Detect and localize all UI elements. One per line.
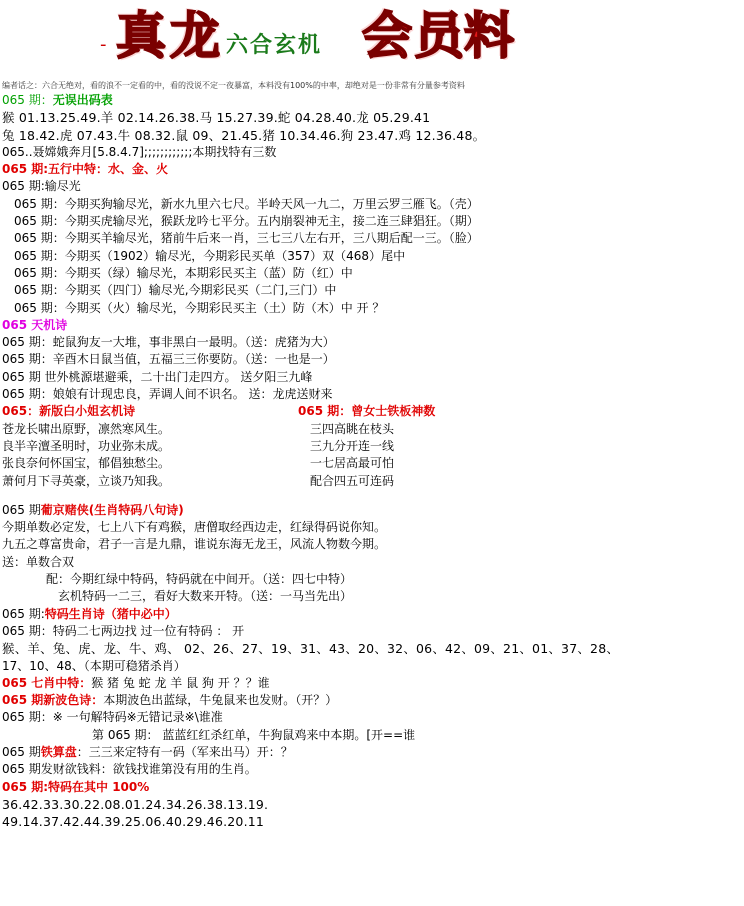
number-row: 猴、羊、兔、虎、龙、牛、鸡、 02、26、27、19、31、43、20、32、06、42、09、21、01、37、28、: [2, 641, 620, 657]
banner-char-liao: 料: [464, 6, 514, 65]
section-title: 065 期:五行中特：水、金、火: [2, 162, 169, 177]
document-body: [2, 80, 742, 830]
number-row: 36.42.33.30.22.08.01.24.34.26.38.13.19.: [2, 796, 269, 812]
text-line: 065 期：蛇鼠狗友一大堆，事非黑白一最明。（送：虎猪为大）: [2, 335, 335, 350]
text-line: 065 期：今期买（绿）输尽光，本期彩民买主（蓝）防（红）中: [14, 265, 353, 280]
text-line: 九五之尊富贵命，君子一言是九鼎，谁说东海无龙王，风流人物数今期。: [2, 537, 387, 552]
text-line: 065 期：今期买（1902）输尽光，今期彩民买单（357）双（468）尾中: [14, 248, 406, 263]
section-title-pair: 065：新版白小姐玄机诗 065 期：曾女士铁板神数: [2, 404, 436, 419]
banner-dash: -: [100, 34, 107, 55]
section-title: 065 期:特码生肖诗（猪中必中）: [2, 606, 177, 621]
poem-row: 萧何月下寻英豪，立谈乃知我。 配合四五可连码: [2, 473, 395, 488]
number-row: 49.14.37.42.44.39.25.06.40.29.46.20.11: [2, 814, 265, 830]
text-line: 065 期发财欲钱料：欲钱找谁第没有用的生肖。: [2, 762, 257, 777]
header-banner: [100, 6, 520, 70]
text-line: 065 期：辛酉木日鼠当值，五福三三你要防。（送：一也是一）: [2, 352, 335, 367]
text-line: 065 期：※ 一句解特码※无错记录※\谁准: [2, 710, 223, 725]
text-line: 065 期：今期买羊输尽光，猪前牛后来一肖，三七三八左右开，三八期后配一三。（脸）: [14, 231, 479, 246]
banner-char-hui: 会: [362, 6, 412, 65]
section-title: 065 天机诗: [2, 317, 68, 332]
text-line: 065 期：今期买（四门）输尽光,今期彩民买（二门,三门）中: [14, 283, 337, 298]
text-line: 065 期 世外桃源堪避乘，二十出门走四方。 送夕阳三九峰: [2, 369, 313, 384]
banner-subtitle: 六合玄机: [226, 32, 323, 58]
text-line: 065 期：今期买虎输尽光，猴跃龙吟七平分。五内崩裂神无主，接二连三肆猖狂。（期）: [14, 214, 479, 229]
zodiac-number-row: 兔 18.42.虎 07.43.牛 08.32.鼠 09、21.45.猪 10.34.46.狗 23.47.鸡 12.36.48。: [2, 127, 486, 143]
text-line: 玄机特码一二三，看好大数来开特。（送：一马当先出）: [58, 589, 353, 604]
text-line: 065 七肖中特：猴 猪 兔 蛇 龙 羊 鼠 狗 开 ？？谁: [2, 675, 270, 690]
text-line: 17、10、48、（本期可稳猪杀肖）: [2, 658, 186, 673]
banner-char-yuan: 员: [414, 6, 464, 65]
poem-row: 良半辛澶圣明时，功业弥未成。 三九分开连一线: [2, 438, 395, 453]
text-line: 065 期铁算盘：三三来定特有一码（军来出马）开：？: [2, 744, 293, 759]
text-line: 065 期：娘娘有计现忠良，弄调人间不识名。 送：龙虎送财来: [2, 387, 333, 402]
text-line: 配：今期红绿中特码，特码就在中间开。（送：四七中特）: [46, 572, 353, 587]
editor-note: 编者话之：六合无绝对，看的浪不一定看的中，看的没说不定一夜暴富，本料没有100%的中率，却绝对是一份非常有分量参考资料: [2, 81, 465, 90]
text-line: 065 期:输尽光: [2, 179, 81, 194]
section-title: 065 期:特码在其中 100%: [2, 779, 150, 794]
banner-char-zhen: 真: [116, 6, 166, 65]
text-line: 065 期新波色诗：本期波色出蓝绿，牛兔鼠来也发财。（开？）: [2, 693, 338, 708]
text-line: 送：单数合双: [2, 554, 75, 569]
text-line: 065 期：特码二七两边找 过一位有特码 ： 开: [2, 623, 245, 638]
text-line: 065..聂嫦娥奔月[5.8.4.7];;;;;;;;;;;;本期找特有三数: [2, 144, 277, 159]
poem-row: 苍龙长啸出原野，凛然寒风生。 三四高眺在枝头: [2, 421, 395, 436]
section-title: 065 期葡京赌侠(生肖特码八句诗): [2, 502, 184, 517]
poem-row: 张良奈何怀国宝，郁倡独愁尘。 一七居高最可怕: [2, 456, 395, 471]
text-line: 065 期：今期买狗输尽光，新水九里六七尺。半岭天风一九二，万里云罗三雁飞。（壳）: [14, 196, 479, 211]
text-line: 065 期：今期买（火）输尽光，今期彩民买主（土）防（木）中 开 ？: [14, 300, 385, 315]
section-title: 065 期：无误出码表: [2, 93, 113, 107]
text-line: 第 065 期： 蓝蓝红红杀红单，牛狗鼠鸡来中本期。[开==谁: [92, 727, 416, 742]
text-line: 今期单数必定发，七上八下有鸡猴，唐僧取经西边走，红绿得码说你知。: [2, 520, 387, 535]
zodiac-number-row: 猴 01.13.25.49.羊 02.14.26.38.马 15.27.39.蛇 04.28.40.龙 05.29.41: [2, 110, 431, 126]
banner-char-long: 龙: [170, 6, 220, 65]
